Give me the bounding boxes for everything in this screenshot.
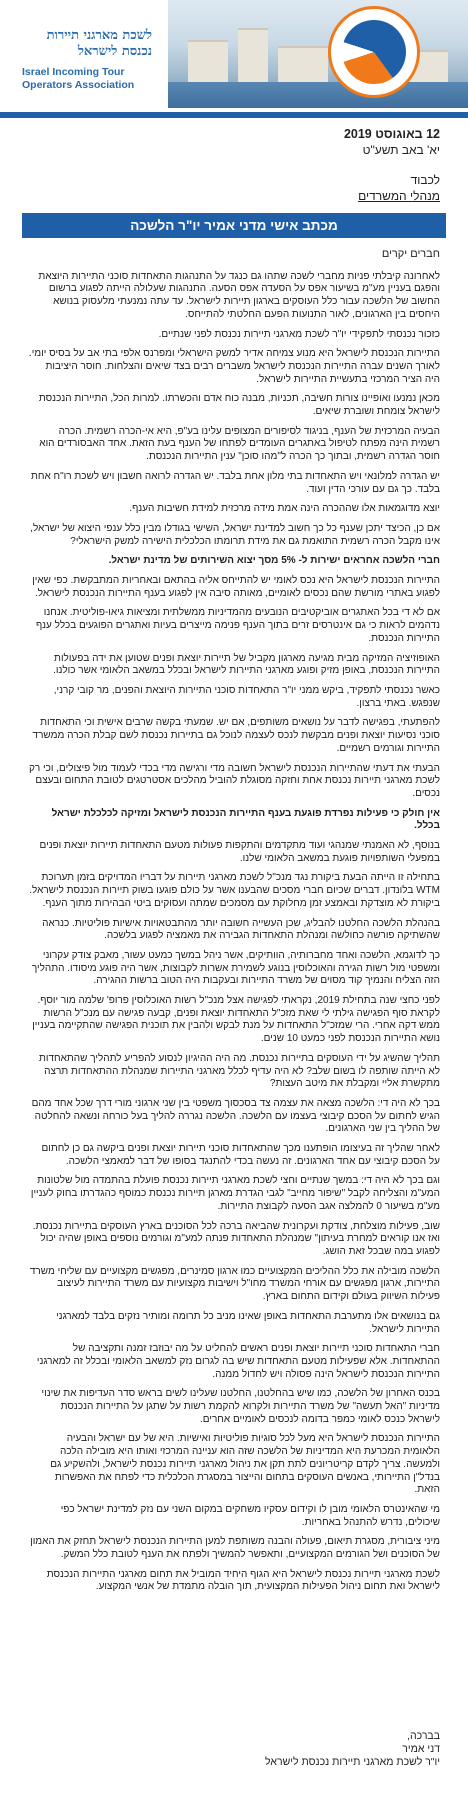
body-paragraph: אם לא די בכל האתגרים אוביקטיבים הנובעים מהמדיניות ממשלתית ומציאות גיאו-פוליטית. אנחנו נדהמים לראות כי גם אינטרסים זרים בתוך הענף פנימה מייצרים בעיות ואתגרים הפוגעים בכלל ענף התיירות הנכנסת. <box>35 607 440 644</box>
body-paragraph: אין חולק כי פעילות נפרדת פוגעת בענף התיירות הנכנסת לישראל ומזיקה לכלכלת ישראל בכלל. <box>51 807 440 832</box>
body-paragraph: לאחרונה קיבלתי פניות מחברי לשכה שתהו גם כנגד על התנהגות התאחדות סוכני התיירות היוצאת והפגם בעניין מע"מ בשיעור אפס על הסעדה אפס הסעה. התנהגות שעלולה הייתה לפגוע ברשום החשוב של הלשכה עבור כלל העוסקים בארגון תיירות לישראל. עד עתה נמנעתי מלעסוק בנושא היחסים בין הארגונים, לאור התנועות הפעם החלטתי להתייחס. <box>38 270 440 320</box>
date-gregorian: 12 באוגוסט 2019 <box>343 127 440 141</box>
closing: בברכה, <box>407 1730 440 1742</box>
org-name-hebrew: לשכת מארגני תיירות נכנסת לישראל <box>46 28 152 59</box>
body-paragraph: בכך לא היה די: הלשכה מצאה את עצמה צד בסכסוך משפטי בין שני ארגוני מורי דרך שכל אחד מהם הגיש לחתום על הסכם קיבוצי בעצמו עם הלשכה. הלשכה נגררה להליך בעל כורחה ונשאה להחלטה של ההליך בין שני הארגונים. <box>31 1097 440 1135</box>
signature-block <box>28 1730 440 1769</box>
letterhead <box>0 0 468 122</box>
body-paragraph: מיני ציבורית, מסגרת תיאום, פעולה והבנה משותפת למען התיירות הנכנסת לישראל תחזק את האמון של הסוכנים ושל הגורמים המקצועיים, ותאפשר להמשיך ולפתח את הענף לטובת כלל המשק. <box>30 1536 440 1561</box>
letter-body <box>28 248 440 1601</box>
body-paragraph: הבעיה המרכזית של הענף, בניגוד לסיפורים המצופים עלינו בע"פ, היא אי-הכרה רשמית. הכרה רשמית הינה מפתח לטיפול באתגרים העומדים לפתחו של הענף בעת הזאת. אחד האבסורדים הוא חוסר הגדרה רשמית, ובתוך כך הכרה ל"מהו סוכן" ענין התיירות הנכנסת. <box>39 425 440 463</box>
organization-name <box>22 28 152 92</box>
header-photo-collage <box>168 0 468 108</box>
signer-role: יו"ר לשכת מארגני תיירות נכנסת לישראל <box>265 1756 440 1768</box>
body-paragraph: תהליך שהשיג על ידי העוסקים בתיירות נכנסת. מה היה ההיגיון לנסוע להפריע לתהליך שהתאחדות לא הייתה שותפה לו בשום שלב? לא היה עדיף לכלל מארגני התיירות שמנהלת ההתאחדות תרצה מתקשרת אליי ומקבלת את מיטב העצות? <box>38 1052 440 1090</box>
signer-name: דני אמיר <box>402 1743 440 1755</box>
body-paragraph: להפתעתי, בפגישה לדבר על נושאים משותפים, אם יש. שמעתי בקשה שרבים אישית וכי התאחדות סוכני נסיעות יוצאת ופנים מבקשת לנכס לעצמה לנוכל גם בתיירות נכנסת לשם קבלת הכרה ממשרד התיירות וגורמים רשמיים. <box>32 717 440 754</box>
letter-title: מכתב אישי מדני אמיר יו"ר הלשכה <box>22 213 446 238</box>
body-paragraph: חברי הלשכה אחראים ישירות ל- 5% מסך יצוא השירותים של מדינת ישראל. <box>108 555 440 567</box>
body-paragraph: אם כן, הכיצד יתכן שענף כל כך חשוב למדינת ישראל, השישי בגודלו מבין כלל ענפי היצוא של ישראל, אינו מקבל הכרה רשמית התואמת גם את מידת תרומתו הכלכלית הישירה למשק הישראלי? <box>30 522 440 547</box>
to-label: לכבוד <box>410 173 440 187</box>
body-paragraph: כזכור נכנסתי לתפקידי יו"ר לשכת מארגני תיירות נכנסת לפני שנתיים. <box>158 328 440 340</box>
body-paragraph: לאחר שהליך זה בעיצומו הופתענו מכך שהתאחדות סוכני תיירות יוצאת ופנים ביקשה גם כן לחתום על הסכם קיבוצי עם אחד הארגונים. זה נעשה בכדי להתנגד בסופו של דבר למאמצי הלשכה. <box>41 1143 440 1167</box>
body-paragraph: בכנס האחרון של הלשכה, כמו שיש בהחלטנו, החלטנו שעלינו לשים בראש סדר העדיפות את שינוי מדיניות "האל תעשה" של משרד התיירות ולקרוא להקמת רשות על שתגן על התיירות הנכנסת לישראל כנכס לאומי כמפר בדומה לנכסים לאומיים אחרים. <box>41 1388 440 1425</box>
greeting: חברים יקרים <box>381 248 440 260</box>
body-paragraph: יוצא מדוגמאות אלו שההכרה הינה אמת מידה מרכזית למידת חשיבות הענף. <box>129 503 440 515</box>
body-paragraph: כך לדוגמא, הלשכה ואחד מחברותיה, הוותיקים, אשר ניהל במשך כמעט עשור, מאבק צודק עקרוני ומשפטי מול רשות הגירה והאוכלוסין בנוגע לשמירת אשרות לקבוצות, אשר היה פוגע מיסודו. התהליך הזה הצליח והנמיך קוד מסוים של משרד התיירות ובעקבות היה הטוב ברשות ההגירה. <box>31 949 440 987</box>
body-paragraph: הבעתי את דעתי שהתיירות הנכנסת לישראל חשובה מדי ורגישה מדי בכדי לעמוד מול פיצולים, וכי רק לשכת מארגני תיירות נכנסת אחת וחזקה מסוגלת להוביל מהלכים אסטרטגים לטובת התחום ובעצם נכסים. <box>29 762 440 799</box>
body-paragraph: הלשכה מובילה את כלל ההליכים המקצועיים כמו ארגון סמינרים, מפגשים מקצועיים עם שליחי משרד התיירות, ארגון מפגשים עם אורחי המשרד מחו"ל וישיבות מקצועיות עם משרד התיירות לעיצוב פעילות השיווק בעולם וקידום התחום בארץ. <box>29 1265 440 1303</box>
org-name-english: Israel Incoming Tour Operators Association <box>22 66 135 91</box>
body-paragraph: בהנהלת הלשכה החלטנו להבליג, שכן העשייה חשובה יותר מהתבטאויות אישיות פוליטיות. כנראה שהשתיקה פורשה כחולשה ומנהלת התאחדות הגבירה את מאמציה לפגוע בלשכה. <box>42 917 440 942</box>
body-paragraph: חברי התאחדות סוכני תיירות יוצאת ופנים ראשים להחליט על מה יבוזבז זמנה ותקציבה של ההתאחדות. אלא שפעילות מטעם התאחדות שיש בה לגרום נזק למשאב הלאומי ובכלל זה למארגני התיירות הנכנסת לישראל הינה פסולה ויש לחדול ממנה. <box>36 1343 440 1380</box>
body-paragraph: לפני כחצי שנה בתחילת 2019, נקראתי לפגישה אצל מנכ"ל רשות האוכלוסין פרופ' שלמה מור יוסף. לקראת סוף הפגישה גילתי לי שאת מזכ"ל התאחדות יוצאת ופנים, קבעה פגישה עם מנכ"ל הרשות ממש דקה אחרי. הרי שמזכ"ל התאחדות על מנת לבקש ולהבין את תוכנית הפגישה שהתקיימה בעניין נושא התיירות הנכנסת לפני כמעט 10 שנים. <box>32 995 440 1045</box>
body-paragraph: לשכת מארגני תיירות נכנסת לישראל היא הגוף היחיד המוביל את תחום מארגני התיירות הנכנסת לישראל ואת תחום ניהול הפעילות המקצועית, תוך הובלה מתמדת של אנשי המקצוע. <box>46 1568 440 1593</box>
recipient: מנהלי המשרדים <box>358 189 440 203</box>
body-paragraph: גם בנושאים אלו מתערבת התאחדות באופן שאינו מניב כל תרומה ומותיר נזקים בלבד למארגני התיירות לישראל. <box>56 1310 440 1335</box>
body-paragraph: התיירות הנכנסת לישראל היא נכס לאומי יש להתייחס אליה בהתאם ובאחריות המתבקשת. כפי שאין לפגוע באתרי מורשת שהם נכסים לאומיים, מאותה סיבה אין לפגוע בענף התיירות הנכנסת לישראל. <box>32 575 440 599</box>
body-paragraph: וגם בכך לא היה די: במשך שנתיים וחצי לשכת מארגני תיירות נכנסת פועלת בהתמדה מול שלטונות המע"מ והצליחה לקבל "שיפור מחייב" לגבי הגדרת מארגן תיירות נכנסת כמוסף כהגדרתו בחוק לעניין מע"מ בשיעור 0 להמלצה אגב הסעה לקבוצת התיירות. <box>30 1175 440 1212</box>
body-paragraph: יש הגדרה למלונאי ויש התאחדות בתי מלון אחת בלבד. יש הגדרה לרואה חשבון ויש לשכת רו"ח אחת בלבד. כך גם עם עורכי הדין ועוד. <box>30 470 440 495</box>
body-paragraph: בתחילה זו הייתה הבעת ביקורת נגד מנכ"ל לשכת מארגני תיירות על דבריו המדויקים בזמן תערוכת WTM בלונדון. דברים שכיום חברי מסכים שהבענו אשר על כולם פוגעו בשוק תיירות הנכנסת לישראל. ביקורת לא מוצדקת ובאמצע זמן מחלוקת עם מסמכים שמתה ועסוקים ביטי הבהירות מתוך הענף. <box>29 872 440 909</box>
body-paragraph: מכאן נמנעו ואופיינו צורות חשיבה, תכניות, מבנה כוח אדם והכשרתו. למרות הכל, התיירות הנכנסת לישראל צומחת ושוברת שיאים. <box>38 393 440 418</box>
body-paragraph: כאשר נכנסתי לתפקיד, ביקש ממני יו"ר התאחדות סוכני התיירות היוצאת והפנים, מר קובי קרני, שנפגש. באתי ברצון. <box>53 684 440 709</box>
body-paragraph: בנוסף, לא האמנתי שמנהגי ועוד מתקדמים והתקפות פעולות מטעם התאחדות תיירות יוצאת ופנים במפעלי השותפויות פוגעת במשאב הלאומי שלנו. <box>39 840 440 864</box>
body-paragraph: התיירות הנכנסת לישראל היא מעל לכל סוגיות פוליטיות ואישיות. היא של עם ישראל והבעיה הלאומית המכרעת היא המדיניות של הלשכה שזה הוא עניינה המרכזי ואותו היא מובילה הלכה ולמעשה. צריך לקדם קריטריונים לתת תקן את ניהול מארגני תיירות נכנסת לישראל, ולהשקיע גם בנדל"ן התיירותי, באנשים העוסקים בתחום והייצור במסגרת הכלכלית כדי לפתח את האפשרות הזאת. <box>50 1433 440 1496</box>
association-logo-icon <box>328 6 420 98</box>
body-paragraph: האופוזיציה המזיקה מבית מגיעה מארגון מקביל של תיירות יוצאת ופנים שטוען את ידה בפעולות התיירות הנכנסת, באופן מזיק ופוגע מארגני התיירות לישראל ובכלל במשאב הלאומי אשר כולנו. <box>53 652 440 677</box>
body-paragraph: התיירות הנכנסת לישראל היא מנוע צמיחה אדיר למשק הישראלי ומפרנס אלפי בתי אב על בסיס יומי. לאורך השנים עברה התיירות הנכנסת לישראל משברים רבים בצד שיאים והצלחות. חוסר היציבות היה הציר המרכזי בתעשיית התיירות לישראל. <box>28 348 440 385</box>
body-paragraph: שוב, פעילות מוצלחת, צודקת ועקרונית שהביאה ברכה לכל הסוכנים בארץ העוסקים בתיירות נכנסת. ואז אנו קוראים למחרת בעיתון" שמנהלת התאחדות פנתה למע"מ וגורמים נוספים באופן שהיה יכול לפגוע במה שבכל זאת הושג. <box>32 1220 440 1257</box>
date-hebrew: יא' באב תשע"ט <box>362 143 440 157</box>
body-paragraph: מי שהאינטרס הלאומי מובן לו וקידום עסקיו משחקים במקום השני עם נזק למדינת ישראל כפי שיכולים, נדרש להתנהל באחריות. <box>60 1503 440 1528</box>
letter-meta <box>28 126 440 204</box>
header-divider <box>0 112 468 118</box>
